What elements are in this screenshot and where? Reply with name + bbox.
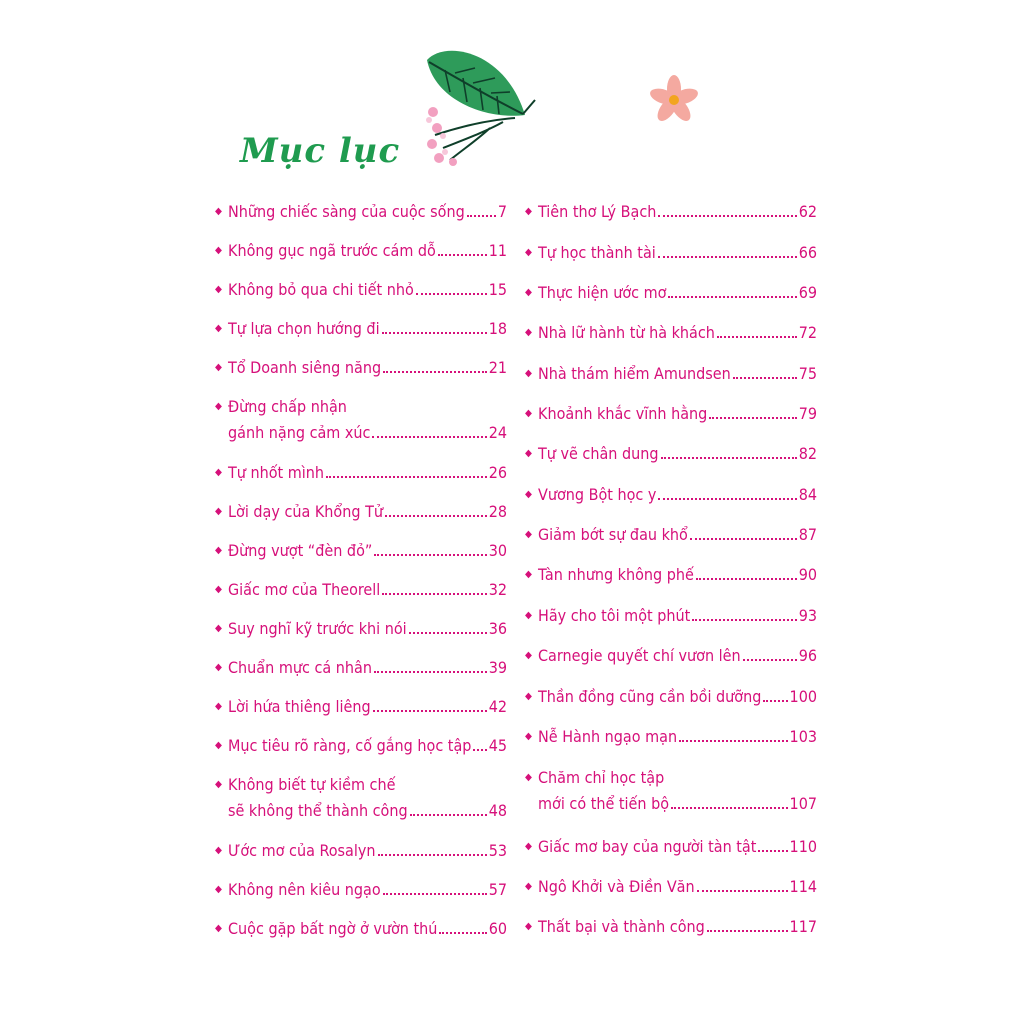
toc-entry-page: 75	[798, 364, 817, 383]
dot-leader	[763, 700, 787, 702]
toc-entry-page: 7	[497, 202, 507, 221]
diamond-bullet-icon: ◆	[525, 206, 532, 217]
toc-entry[interactable]	[215, 541, 507, 561]
diamond-bullet-icon: ◆	[525, 408, 532, 419]
toc-entry[interactable]	[525, 444, 817, 464]
toc-entry-page: 117	[789, 917, 817, 936]
toc-entry-title: Nhà thám hiểm Amundsen	[538, 364, 731, 383]
toc-entry-title: Nễ Hành ngạo mạn	[538, 727, 678, 746]
toc-entry-page: 32	[488, 580, 507, 599]
toc-entry[interactable]	[215, 880, 507, 900]
dot-leader	[679, 740, 787, 742]
toc-entry-title-line1: Không biết tự kiềm chế	[228, 775, 396, 794]
toc-entry-title: Giấc mơ của Theorell	[228, 580, 381, 599]
toc-entry-page: 114	[789, 877, 817, 896]
toc-entry[interactable]	[215, 358, 507, 378]
toc-entry-page: 24	[488, 423, 507, 442]
toc-entry-page: 11	[488, 241, 507, 260]
toc-entry-page: 82	[798, 444, 817, 463]
toc-entry-title: Lời hứa thiêng liêng	[228, 697, 371, 716]
toc-entry-page: 60	[488, 919, 507, 938]
diamond-bullet-icon: ◆	[525, 327, 532, 338]
toc-entry[interactable]	[215, 397, 507, 443]
dot-leader	[438, 254, 487, 256]
diamond-bullet-icon: ◆	[525, 569, 532, 580]
dot-leader	[382, 332, 487, 334]
diamond-bullet-icon: ◆	[215, 584, 222, 595]
toc-entry-title: Carnegie quyết chí vươn lên	[538, 646, 741, 665]
page-title: Mục lục	[240, 130, 401, 171]
diamond-bullet-icon: ◆	[525, 247, 532, 258]
toc-entry-title: Thần đồng cũng cần bồi dưỡng	[538, 687, 762, 706]
toc-entry-page: 107	[789, 794, 817, 813]
toc-entry-page: 28	[488, 502, 507, 521]
toc-entry[interactable]	[525, 646, 817, 666]
diamond-bullet-icon: ◆	[525, 287, 532, 298]
toc-entry[interactable]	[525, 917, 817, 937]
dot-leader	[709, 417, 796, 419]
toc-entry-title: Tàn nhưng không phế	[538, 565, 694, 584]
toc-entry-title: Lời dạy của Khổng Tử	[228, 502, 383, 521]
toc-entry-page: 30	[488, 541, 507, 560]
toc-entry-page: 18	[488, 319, 507, 338]
dot-leader	[743, 659, 797, 661]
dot-leader	[707, 930, 788, 932]
toc-entry-title: Không nên kiêu ngạo	[228, 880, 381, 899]
diamond-bullet-icon: ◆	[525, 610, 532, 621]
dot-leader	[473, 749, 486, 751]
toc-entry[interactable]	[525, 404, 817, 424]
toc-entry[interactable]	[215, 502, 507, 522]
toc-entry-title: Thất bại và thành công	[538, 917, 705, 936]
diamond-bullet-icon: ◆	[215, 323, 222, 334]
toc-entry[interactable]	[215, 841, 507, 861]
toc-entry-title: Hãy cho tôi một phút	[538, 606, 691, 625]
toc-entry-page: 84	[798, 485, 817, 504]
diamond-bullet-icon: ◆	[215, 623, 222, 634]
toc-entry-title: Tự vẽ chân dung	[538, 444, 659, 463]
dot-leader	[661, 457, 797, 459]
toc-entry-page: 36	[488, 619, 507, 638]
toc-entry-page: 90	[798, 565, 817, 584]
toc-entry-page: 15	[488, 280, 507, 299]
toc-entry[interactable]	[525, 606, 817, 626]
toc-entry-title: Không gục ngã trước cám dỗ	[228, 241, 436, 260]
dot-leader	[410, 814, 487, 816]
toc-entry[interactable]	[525, 243, 817, 263]
toc-entry-title: Thực hiện ước mơ	[538, 283, 667, 302]
diamond-bullet-icon: ◆	[525, 731, 532, 742]
diamond-bullet-icon: ◆	[215, 845, 222, 856]
dot-leader	[658, 215, 796, 217]
dot-leader	[758, 850, 787, 852]
diamond-bullet-icon: ◆	[215, 362, 222, 373]
toc-entry-page: 45	[488, 736, 507, 755]
toc-entry-page: 66	[798, 243, 817, 262]
leaf-illustration	[415, 40, 545, 175]
dot-leader	[383, 893, 487, 895]
toc-entry-page: 26	[488, 463, 507, 482]
toc-entry-page: 103	[789, 727, 817, 746]
dot-leader	[692, 619, 796, 621]
toc-entry[interactable]	[525, 283, 817, 303]
diamond-bullet-icon: ◆	[525, 368, 532, 379]
diamond-bullet-icon: ◆	[215, 401, 222, 412]
toc-entry[interactable]	[525, 837, 817, 857]
dot-leader	[658, 256, 797, 258]
dot-leader	[733, 377, 797, 379]
flower-illustration	[646, 72, 702, 128]
toc-entry-page: 42	[488, 697, 507, 716]
toc-entry[interactable]	[215, 241, 507, 261]
diamond-bullet-icon: ◆	[215, 284, 222, 295]
diamond-bullet-icon: ◆	[215, 884, 222, 895]
dot-leader	[383, 371, 487, 373]
diamond-bullet-icon: ◆	[215, 701, 222, 712]
dot-leader	[671, 807, 788, 809]
toc-entry[interactable]	[525, 727, 817, 747]
toc-entry[interactable]	[525, 768, 817, 814]
toc-entry-title: Ước mơ của Rosalyn	[228, 841, 376, 860]
toc-entry-title: Giấc mơ bay của người tàn tật	[538, 837, 757, 856]
toc-entry-title: Giảm bớt sự đau khổ	[538, 525, 688, 544]
dot-leader	[374, 554, 486, 556]
toc-entry[interactable]	[525, 323, 817, 343]
toc-entry-title: Nhà lữ hành từ hà khách	[538, 323, 715, 342]
toc-entry[interactable]	[215, 202, 507, 222]
toc-entry[interactable]	[215, 919, 507, 939]
toc-entry[interactable]	[525, 202, 817, 222]
toc-entry-title: Ngô Khởi và Điền Văn	[538, 877, 695, 896]
toc-entry-title: Đừng vượt “đèn đỏ”	[228, 541, 373, 560]
dot-leader	[668, 296, 796, 298]
toc-entry[interactable]	[215, 463, 507, 483]
toc-entry-page: 87	[798, 525, 817, 544]
dot-leader	[658, 498, 796, 500]
dot-leader	[374, 671, 487, 673]
toc-entry-page: 21	[488, 358, 507, 377]
diamond-bullet-icon: ◆	[525, 529, 532, 540]
toc-entry-page: 100	[789, 687, 817, 706]
dot-leader	[409, 632, 487, 634]
dot-leader	[690, 538, 797, 540]
toc-entry-page: 72	[798, 323, 817, 342]
toc-entry[interactable]	[525, 565, 817, 585]
toc-entry[interactable]	[215, 697, 507, 717]
diamond-bullet-icon: ◆	[525, 841, 532, 852]
diamond-bullet-icon: ◆	[215, 545, 222, 556]
toc-entry-page: 48	[488, 801, 507, 820]
toc-entry[interactable]	[215, 775, 507, 821]
toc-entry-title-line1: Chăm chỉ học tập	[538, 768, 665, 787]
toc-entry[interactable]	[215, 658, 507, 678]
toc-entry[interactable]	[525, 877, 817, 897]
diamond-bullet-icon: ◆	[215, 779, 222, 790]
toc-entry[interactable]	[215, 619, 507, 639]
dot-leader	[416, 293, 487, 295]
toc-entry[interactable]	[525, 687, 817, 707]
dot-leader	[697, 890, 788, 892]
diamond-bullet-icon: ◆	[525, 772, 532, 783]
dot-leader	[373, 710, 487, 712]
dot-leader	[372, 436, 486, 438]
toc-entry[interactable]	[215, 580, 507, 600]
diamond-bullet-icon: ◆	[525, 691, 532, 702]
toc-entry-page: 69	[798, 283, 817, 302]
dot-leader	[467, 215, 496, 217]
toc-entry[interactable]	[525, 364, 817, 384]
diamond-bullet-icon: ◆	[525, 921, 532, 932]
toc-entry-title: Khoảnh khắc vĩnh hằng	[538, 404, 708, 423]
toc-entry[interactable]	[525, 485, 817, 505]
toc-entry-title: Mục tiêu rõ ràng, cố gắng học tập	[228, 736, 472, 755]
toc-entry[interactable]	[215, 319, 507, 339]
toc-entry-page: 93	[798, 606, 817, 625]
diamond-bullet-icon: ◆	[525, 448, 532, 459]
toc-entry-page: 96	[798, 646, 817, 665]
toc-entry[interactable]	[525, 525, 817, 545]
diamond-bullet-icon: ◆	[525, 650, 532, 661]
toc-entry[interactable]	[215, 736, 507, 756]
toc-entry-title: Tổ Doanh siêng năng	[228, 358, 382, 377]
toc-entry-title: Những chiếc sàng của cuộc sống	[228, 202, 465, 221]
toc-entry-page: 53	[488, 841, 507, 860]
dot-leader	[378, 854, 487, 856]
toc-entry-title: Tiên thơ Lý Bạch	[538, 202, 657, 221]
diamond-bullet-icon: ◆	[215, 740, 222, 751]
diamond-bullet-icon: ◆	[525, 489, 532, 500]
dot-leader	[382, 593, 486, 595]
toc-entry-page: 39	[488, 658, 507, 677]
toc-entry-title-line1: Đừng chấp nhận	[228, 397, 347, 416]
dot-leader	[326, 476, 487, 478]
toc-entry-title: Tự lựa chọn hướng đi	[228, 319, 380, 338]
diamond-bullet-icon: ◆	[215, 245, 222, 256]
dot-leader	[439, 932, 486, 934]
toc-entry-title: sẽ không thể thành công	[228, 801, 408, 820]
toc-entry-page: 57	[488, 880, 507, 899]
diamond-bullet-icon: ◆	[215, 467, 222, 478]
dot-leader	[696, 578, 797, 580]
toc-entry[interactable]	[215, 280, 507, 300]
toc-entry-title: mới có thể tiến bộ	[538, 794, 670, 813]
dot-leader	[385, 515, 487, 517]
diamond-bullet-icon: ◆	[215, 662, 222, 673]
diamond-bullet-icon: ◆	[215, 506, 222, 517]
toc-entry-title: Cuộc gặp bất ngờ ở vườn thú	[228, 919, 438, 938]
toc-entry-title: Tự nhốt mình	[228, 463, 325, 482]
toc-entry-title: Vương Bột học y	[538, 485, 657, 504]
toc-entry-title: gánh nặng cảm xúc	[228, 423, 371, 442]
toc-entry-title: Tự học thành tài	[538, 243, 656, 262]
diamond-bullet-icon: ◆	[215, 923, 222, 934]
toc-entry-page: 79	[798, 404, 817, 423]
diamond-bullet-icon: ◆	[215, 206, 222, 217]
toc-entry-page: 62	[798, 202, 817, 221]
diamond-bullet-icon: ◆	[525, 881, 532, 892]
toc-entry-title: Không bỏ qua chi tiết nhỏ	[228, 280, 414, 299]
toc-entry-title: Chuẩn mực cá nhân	[228, 658, 372, 677]
toc-entry-title: Suy nghĩ kỹ trước khi nói	[228, 619, 407, 638]
toc-entry-page: 110	[789, 837, 817, 856]
dot-leader	[717, 336, 797, 338]
